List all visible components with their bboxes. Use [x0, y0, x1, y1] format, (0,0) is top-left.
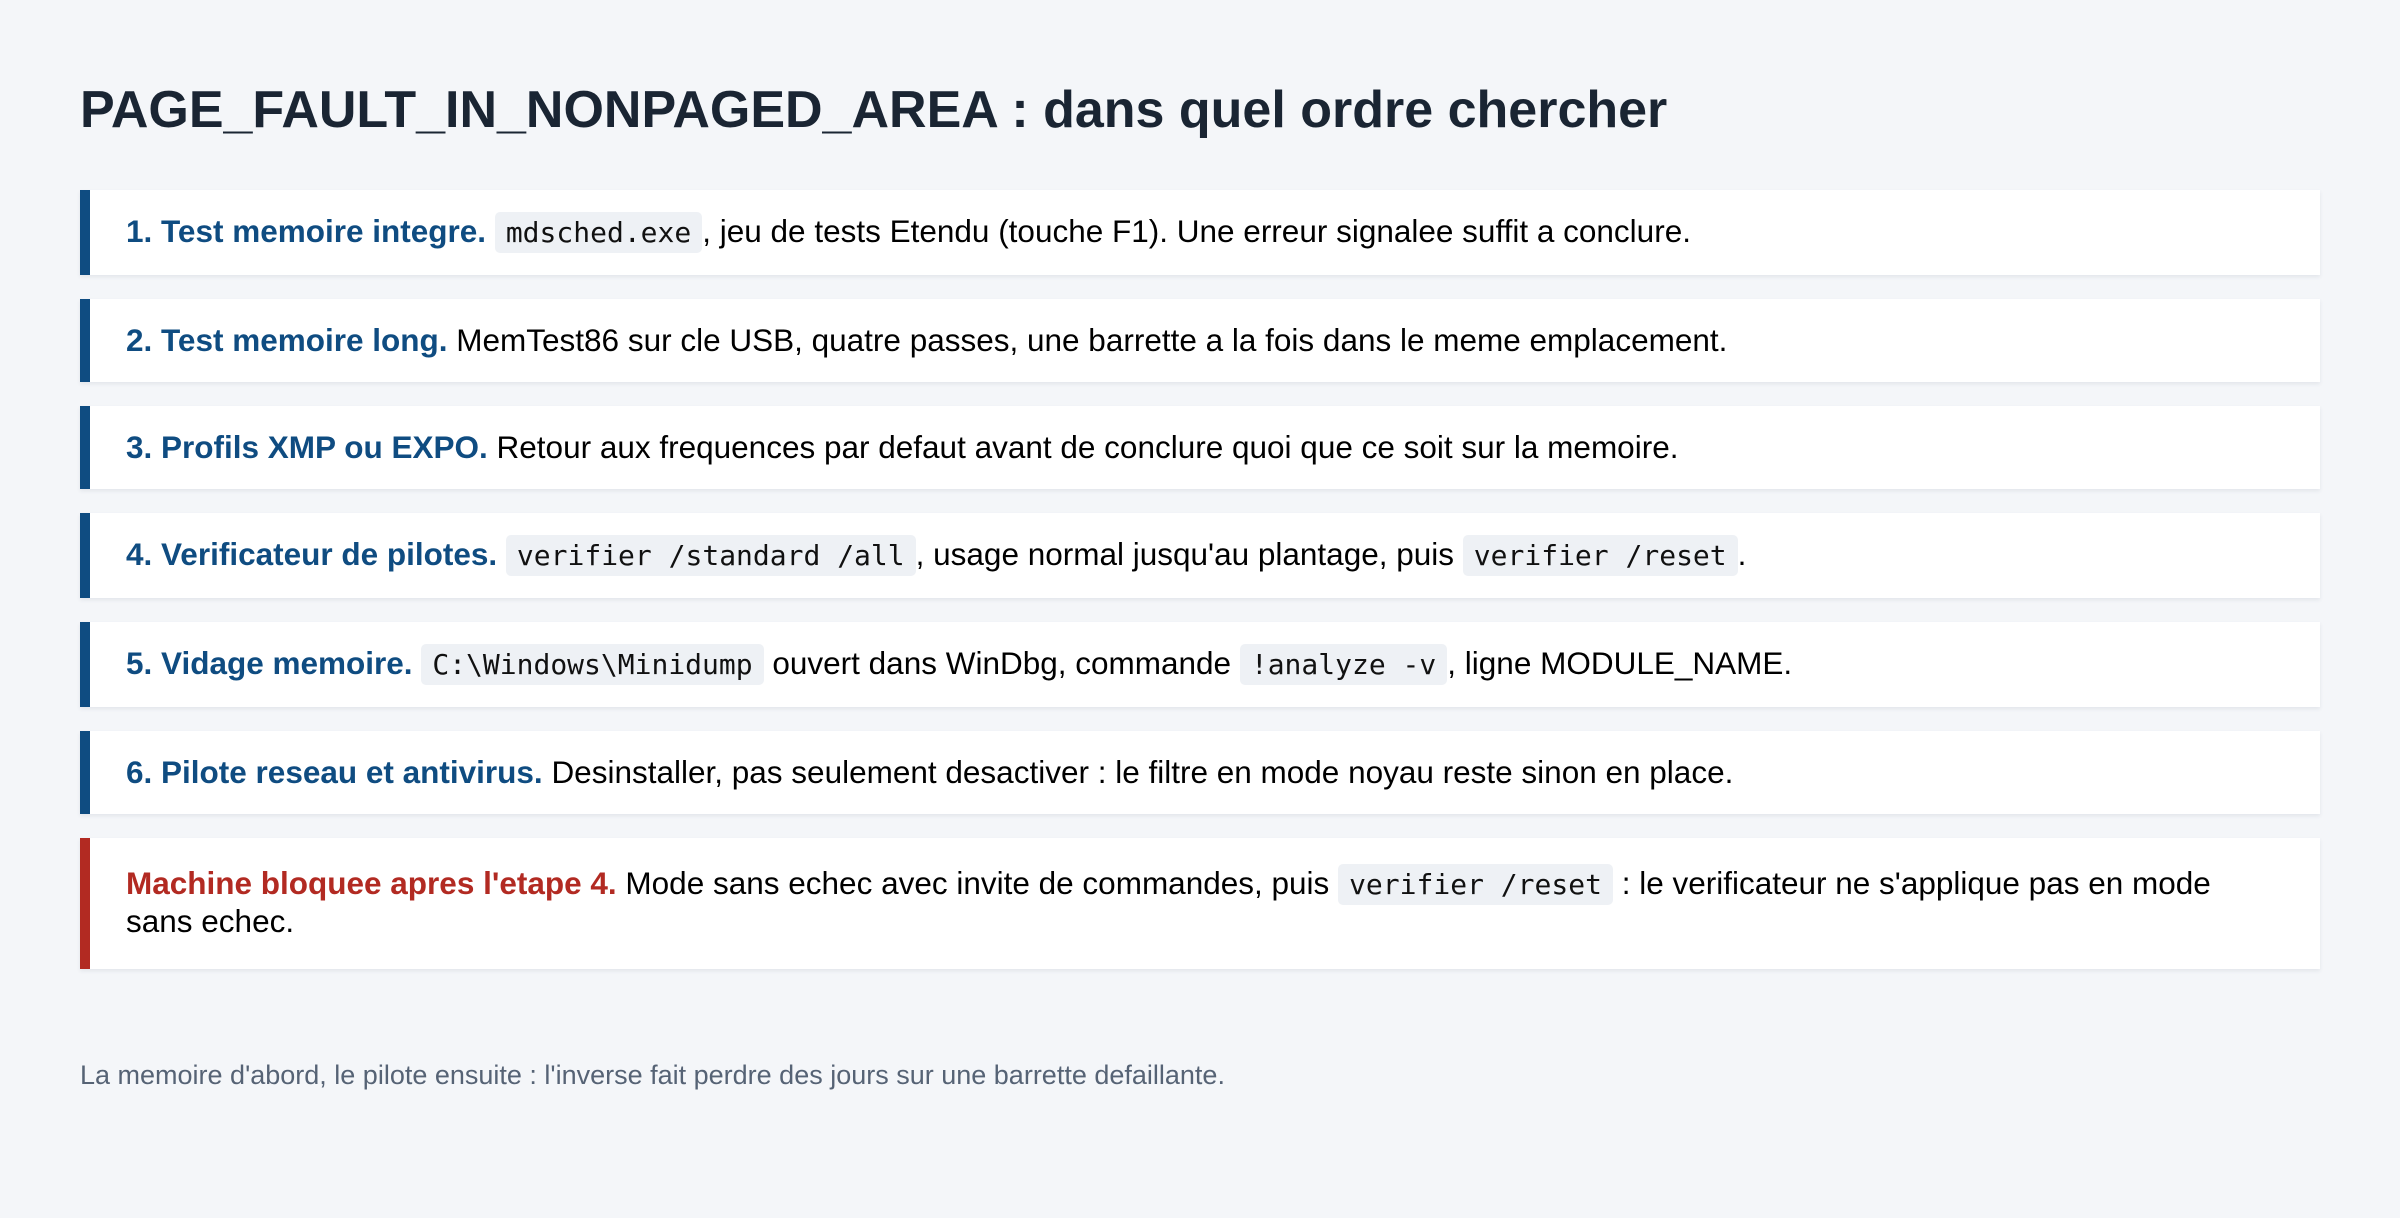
step-title: 5. Vidage memoire. [126, 645, 413, 681]
step-text: . [1737, 536, 1747, 572]
steps-list [80, 190, 2320, 993]
code-snippet: verifier /reset [1463, 535, 1738, 576]
code-snippet: C:\Windows\Minidump [421, 644, 763, 685]
step-text: ouvert dans WinDbg, commande [763, 645, 1240, 681]
footer-note: La memoire d'abord, le pilote ensuite : l'inverse fait perdre des jours sur une barrette defaillante. [80, 1060, 1225, 1090]
code-snippet: mdsched.exe [495, 212, 702, 253]
step-text: , usage normal jusqu'au plantage, puis [915, 536, 1463, 572]
warning-card [80, 838, 2320, 969]
warning-text: Mode sans echec avec invite de commandes, puis [625, 865, 1339, 901]
page-title: PAGE_FAULT_IN_NONPAGED_AREA : dans quel ordre chercher [80, 81, 1668, 139]
step-text: Desinstaller, pas seulement desactiver : le filtre en mode noyau reste sinon en place. [551, 754, 1734, 790]
step-card-4 [80, 513, 2320, 598]
step-title: 1. Test memoire integre. [126, 213, 487, 249]
step-text: MemTest86 sur cle USB, quatre passes, une barrette a la fois dans le meme emplacement. [456, 322, 1728, 358]
code-snippet: verifier /standard /all [506, 535, 916, 576]
step-card-1 [80, 190, 2320, 275]
step-card-2 [80, 299, 2320, 382]
step-card-6 [80, 731, 2320, 814]
step-title: 2. Test memoire long. [126, 322, 448, 358]
code-snippet: !analyze -v [1240, 644, 1447, 685]
code-snippet: verifier /reset [1338, 864, 1613, 905]
step-title: 4. Verificateur de pilotes. [126, 536, 498, 572]
step-card-3 [80, 406, 2320, 489]
step-title: 3. Profils XMP ou EXPO. [126, 429, 488, 465]
step-text: , jeu de tests Etendu (touche F1). Une erreur signalee suffit a conclure. [702, 213, 1691, 249]
warning-text: : le verificateur ne s'applique pas en mode sans echec. [126, 865, 2211, 939]
step-card-5 [80, 622, 2320, 707]
step-title: 6. Pilote reseau et antivirus. [126, 754, 543, 790]
step-text: , ligne MODULE_NAME. [1447, 645, 1793, 681]
step-text: Retour aux frequences par defaut avant de conclure quoi que ce soit sur la memoire. [496, 429, 1679, 465]
warning-title: Machine bloquee apres l'etape 4. [126, 865, 617, 901]
